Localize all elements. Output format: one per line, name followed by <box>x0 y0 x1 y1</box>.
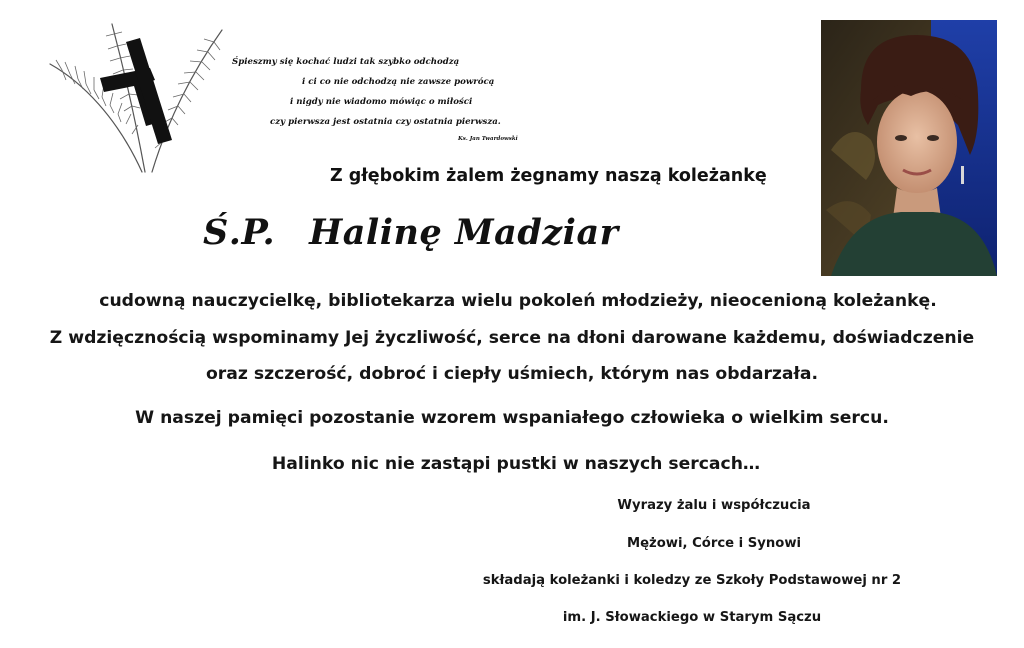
body-line: cudowną nauczycielkę, bibliotekarza wielu pokoleń młodzieży, nieocenioną koleżankę. <box>99 291 937 311</box>
signature-line: im. J. Słowackiego w Starym Sączu <box>562 610 822 625</box>
signature-line: Mężowi, Córce i Synowi <box>626 536 802 551</box>
signature-line: Wyrazy żalu i współczucia <box>617 498 811 513</box>
poem-quote <box>232 52 532 148</box>
deceased-full-name: Halinę Madziar <box>309 212 619 253</box>
body-line: Z wdzięcznością wspominamy Jej życzliwość, serce na dłoni darowane każdemu, doświadczenie <box>49 328 975 348</box>
body-line: oraz szczerość, dobroć i ciepły uśmiech, którym nas obdarzała. <box>205 364 819 384</box>
portrait-photo-icon <box>821 20 997 276</box>
poem-line: czy pierwsza jest ostatnia czy ostatnia pierwsza. <box>270 117 501 127</box>
signature-line: składają koleżanki i koledzy ze Szkoły Podstawowej nr 2 <box>482 573 902 588</box>
poem-author: Ks. Jan Twardowski <box>458 136 518 142</box>
body-line: W naszej pamięci pozostanie wzorem wspaniałego człowieka o wielkim sercu. <box>135 408 889 428</box>
poem-line: Śpieszmy się kochać ludzi tak szybko odchodzą <box>232 57 460 67</box>
body-line: Halinko nic nie zastąpi pustki w naszych sercach… <box>271 454 761 474</box>
poem-line: i ci co nie odchodzą nie zawsze powrócą <box>302 77 495 87</box>
intro-heading: Z głębokim żalem żegnamy naszą koleżankę <box>330 166 767 186</box>
deceased-prefix: Ś.P. <box>203 212 276 253</box>
poem-line: i nigdy nie wiadomo mówiąc o miłości <box>290 97 473 107</box>
cross-with-fern-icon <box>42 22 227 182</box>
deceased-name <box>203 212 619 253</box>
